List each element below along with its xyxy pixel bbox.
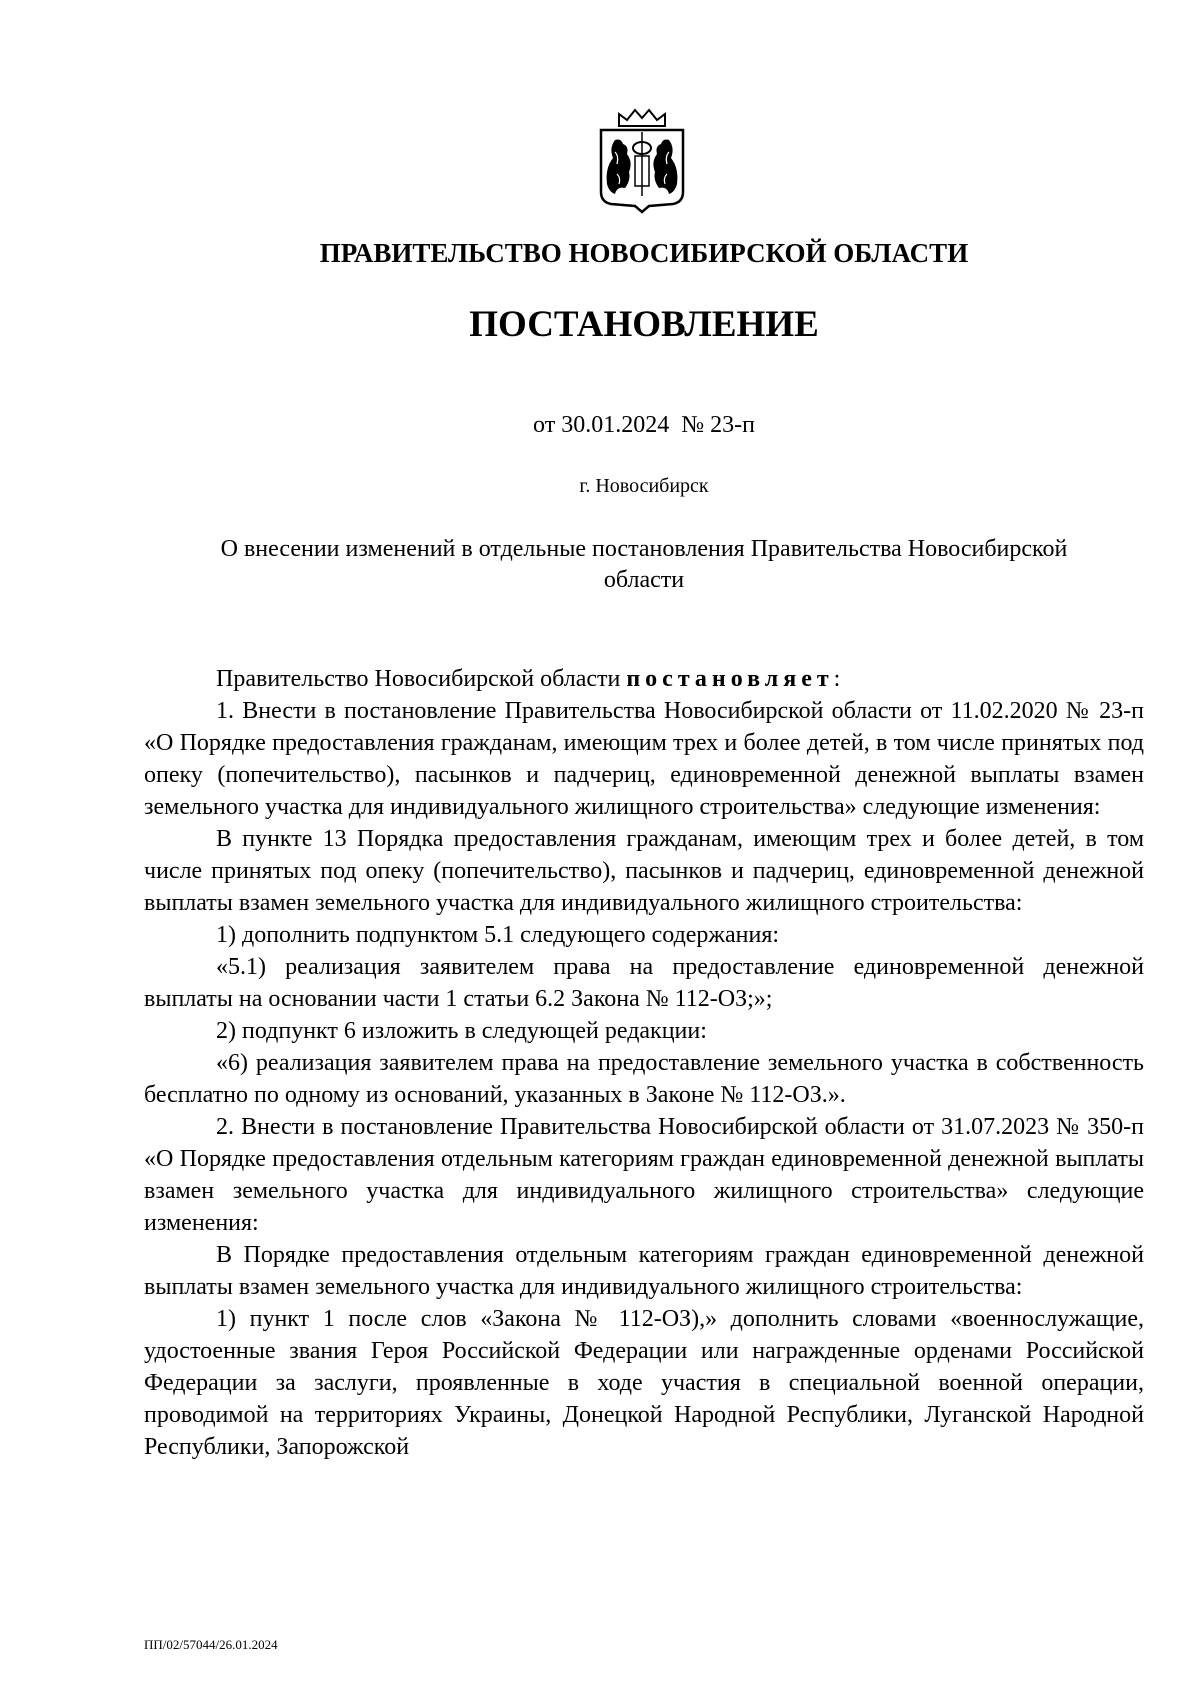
coat-of-arms-icon bbox=[597, 108, 687, 214]
organization-title: ПРАВИТЕЛЬСТВО НОВОСИБИРСКОЙ ОБЛАСТИ bbox=[319, 238, 969, 268]
paragraph-6: «6) реализация заявителем права на предоставление земельного участка в собственность бесплатно по одному из оснований, указанных в Законе № 112-ОЗ.». bbox=[144, 1050, 1144, 1108]
intro-prefix: Правительство Новосибирской области bbox=[216, 666, 627, 692]
document-subject: О внесении изменений в отдельные постановления Правительства Новосибирской области bbox=[220, 536, 1068, 593]
paragraph-9: 1) пункт 1 после слов «Закона № 112-ОЗ),» дополнить словами «военнослужащие, удостоенные звания Героя Российской Федерации или награжденные орденами Российской Федерации за заслуги, проявленные в ходе участия в специальной военной операции, проводимой на территориях Украины, Донецкой Народной Республики, Луганской Народной Республики, Запорожской bbox=[144, 1306, 1144, 1460]
paragraph-4: «5.1) реализация заявителем права на предоставление единовременной денежной выплаты на основании части 1 статьи 6.2 Закона № 112-ОЗ;»; bbox=[144, 954, 1144, 1012]
intro-suffix: : bbox=[833, 666, 841, 692]
paragraph-1: 1. Внести в постановление Правительства Новосибирской области от 11.02.2020 № 23-п «О Порядке предоставления гражданам, имеющим трех и более детей, в том числе принятых под опеку (попечительство), пасынков и падчериц, единовременной денежной выплаты взамен земельного участка для индивидуального жилищного строительства» следующие изменения: bbox=[144, 698, 1144, 820]
paragraph-3: 1) дополнить подпунктом 5.1 следующего содержания: bbox=[216, 922, 780, 948]
paragraph-8: В Порядке предоставления отдельным категориям граждан единовременной денежной выплаты взамен земельного участка для индивидуального жилищного строительства: bbox=[144, 1242, 1144, 1300]
date-and-number: от 30.01.2024 № 23-п bbox=[533, 412, 755, 438]
document-body bbox=[144, 663, 1144, 1463]
document-type-title: ПОСТАНОВЛЕНИЕ bbox=[469, 304, 819, 345]
intro-paragraph bbox=[144, 663, 1144, 695]
paragraph-5: 2) подпункт 6 изложить в следующей редакции: bbox=[216, 1018, 707, 1044]
paragraph-7: 2. Внести в постановление Правительства Новосибирской области от 31.07.2023 № 350-п «О Порядке предоставления отдельным категориям граждан единовременной денежной выплаты взамен земельного участка для индивидуального жилищного строительства» следующие изменения: bbox=[144, 1114, 1144, 1236]
city-name: г. Новосибирск bbox=[579, 475, 709, 497]
paragraph-2: В пункте 13 Порядка предоставления гражданам, имеющим трех и более детей, в том числе принятых под опеку (попечительство), пасынков и падчериц, единовременной денежной выплаты взамен земельного участка для индивидуального жилищного строительства: bbox=[144, 826, 1144, 916]
document-registration-code: ПП/02/57044/26.01.2024 bbox=[144, 1637, 278, 1652]
decree-keyword: постановляет bbox=[626, 666, 834, 692]
